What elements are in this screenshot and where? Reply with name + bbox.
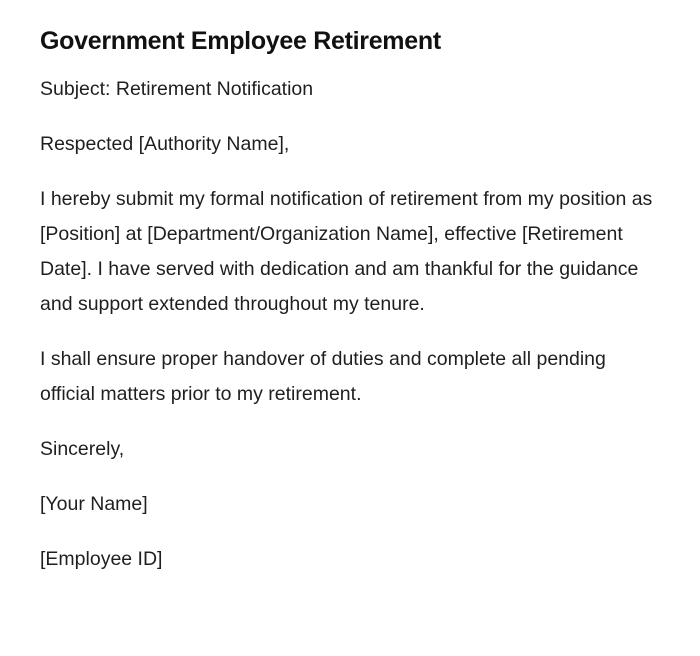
body-paragraph-1: I hereby submit my formal notification of retirement from my position as [Position] at [Department/Organization Name], effective [Retirement Date]. I have served with dedication and am thankful for the guidance and support extended throughout my tenure. bbox=[40, 188, 653, 315]
document-title: Government Employee Retirement bbox=[40, 27, 441, 55]
subject-line: Subject: Retirement Notification bbox=[40, 78, 314, 100]
body-paragraph-2: I shall ensure proper handover of duties and complete all pending official matters prior to my retirement. bbox=[40, 348, 606, 405]
signature-name: [Your Name] bbox=[40, 493, 148, 515]
salutation: Respected [Authority Name], bbox=[40, 133, 290, 155]
employee-id: [Employee ID] bbox=[40, 548, 163, 570]
closing: Sincerely, bbox=[40, 438, 125, 460]
